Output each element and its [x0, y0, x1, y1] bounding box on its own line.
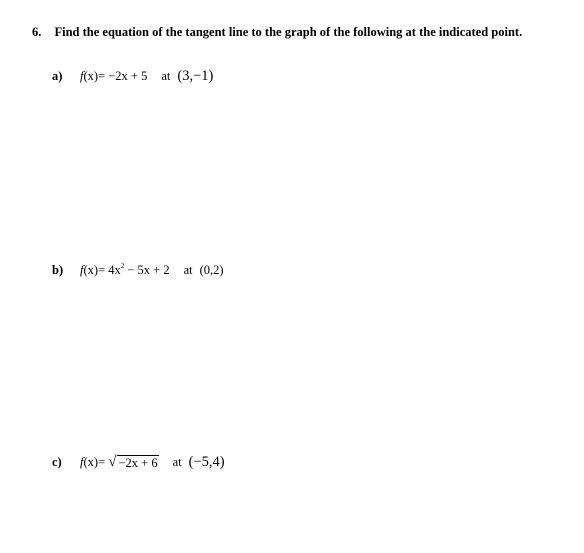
part-b-function	[80, 262, 170, 278]
part-b-point: (0,2)	[199, 262, 224, 277]
part-c-function-arg: (x)	[83, 455, 99, 470]
part-c-function	[80, 455, 159, 470]
question-text: Find the equation of the tangent line to the graph of the following at the indicated point.	[54, 25, 523, 39]
part-c-function-name: f	[80, 455, 84, 470]
part-a-label: a)	[52, 69, 63, 83]
question-number: 6.	[32, 25, 42, 39]
part-c-equals: =	[98, 455, 106, 470]
part-a-point: (3,−1)	[177, 68, 214, 84]
question-heading	[32, 25, 522, 40]
part-b-function-name: f	[80, 263, 84, 277]
part-c-point: (−5,4)	[188, 454, 225, 470]
part-c-square-root	[108, 455, 158, 470]
part-a-function-rhs: = −2x + 5	[98, 69, 148, 83]
part-b-label: b)	[52, 262, 64, 277]
part-b-at: at	[183, 262, 193, 277]
part-c	[52, 454, 225, 471]
part-a-function-name: f	[80, 69, 84, 83]
part-b	[52, 262, 224, 278]
part-b-function-arg: (x)	[83, 263, 99, 277]
part-b-function-rhs-post: − 5x + 2	[124, 263, 170, 277]
part-a-at: at	[161, 69, 171, 83]
part-a	[52, 68, 213, 85]
part-b-exponent: 2	[120, 262, 125, 270]
radical-sign-icon: √	[108, 454, 117, 471]
part-c-radicand: −2x + 6	[118, 455, 158, 470]
part-c-label: c)	[52, 455, 62, 469]
part-a-function-arg: (x)	[83, 69, 99, 83]
part-b-function-rhs-pre: = 4x	[98, 263, 121, 277]
part-a-function	[80, 69, 147, 84]
part-c-at: at	[172, 455, 182, 469]
